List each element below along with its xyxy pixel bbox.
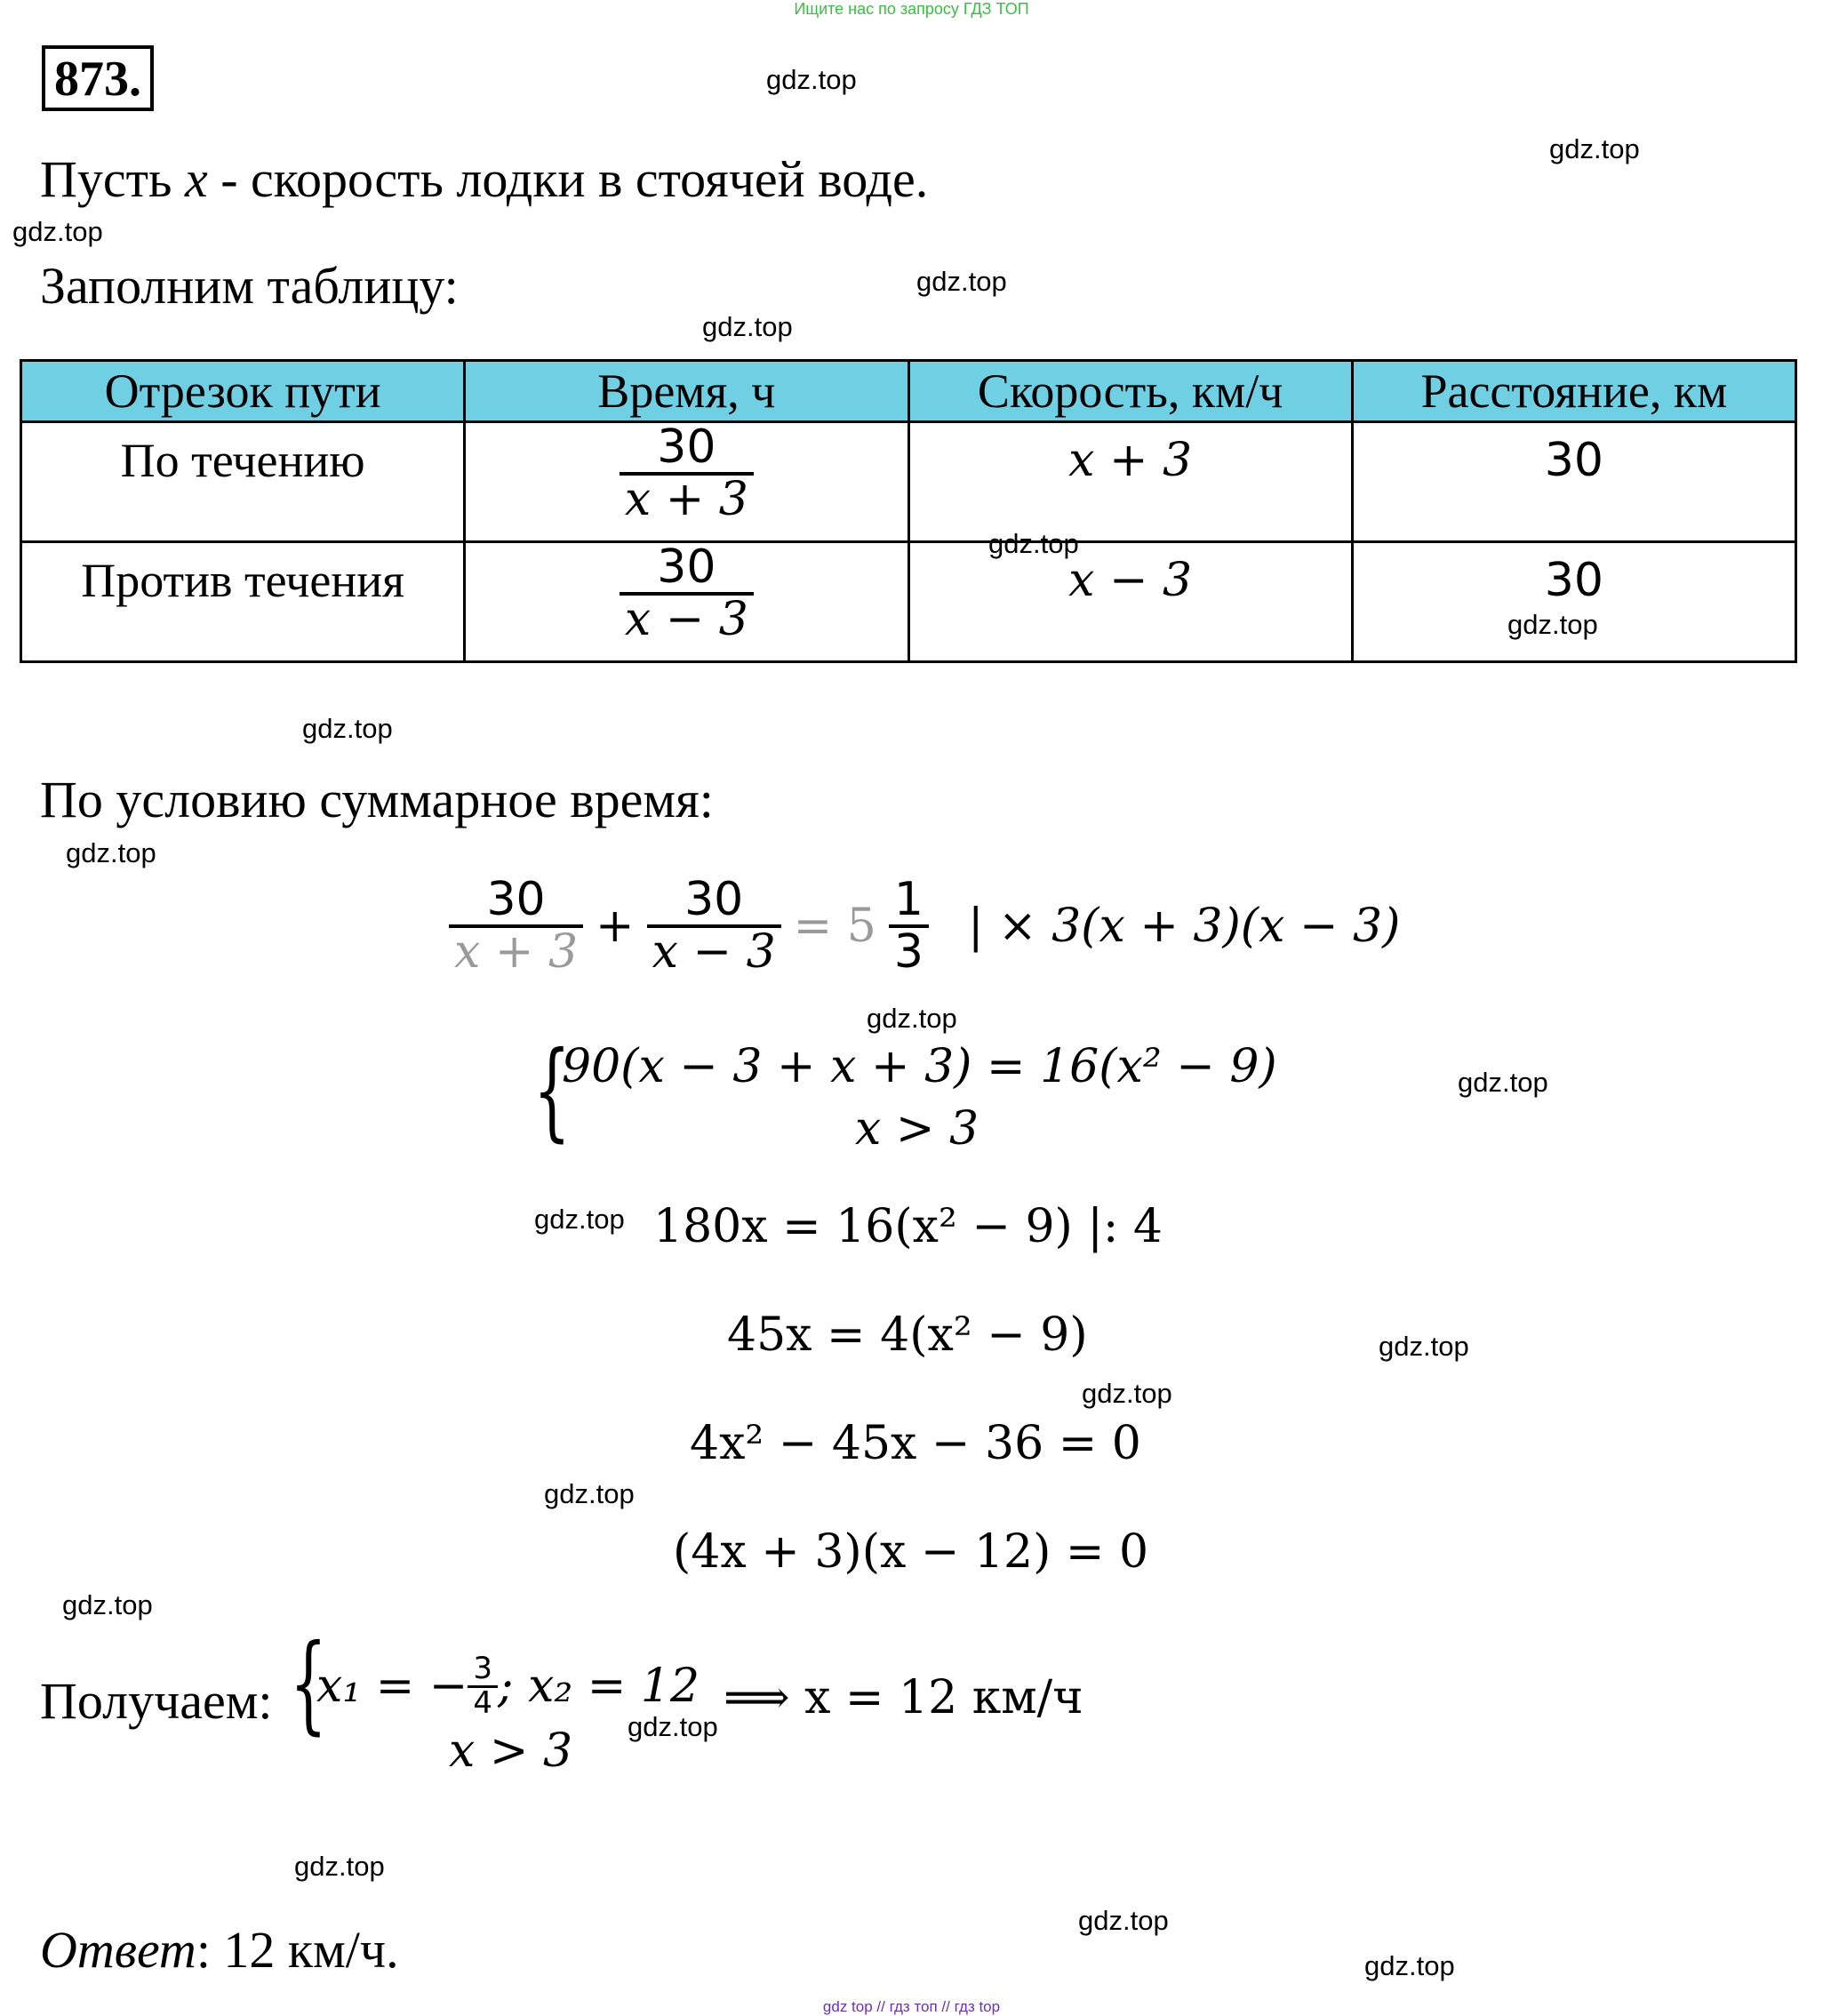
fraction-1: $\frac{30}{x + 3}$ bbox=[449, 876, 583, 976]
result-conclusion: ⟹ x = 12 км/ч bbox=[724, 1671, 1083, 1724]
system-brace: { bbox=[533, 1029, 571, 1153]
watermark: gdz.top bbox=[1549, 133, 1640, 164]
watermark: gdz.top bbox=[62, 1589, 153, 1620]
result-condition: x > 3 bbox=[449, 1724, 573, 1778]
intro-let: Пусть x - скорость лодки в стоячей воде. bbox=[40, 150, 929, 208]
main-equation bbox=[449, 873, 1401, 979]
watermark: gdz.top bbox=[988, 528, 1079, 559]
equals-five: = 5 bbox=[793, 899, 876, 953]
time-fraction: $\frac{30}{x + 3}$ bbox=[620, 423, 754, 524]
top-banner[interactable]: Ищите нас по запросу ГДЗ ТОП bbox=[794, 0, 1029, 18]
footer-links[interactable]: gdz top // гдз топ // гдз top bbox=[822, 1998, 1001, 2015]
problem-number: 873. bbox=[42, 45, 154, 111]
result-roots: x₁ = − $\frac{3}{4}$ ; x₂ = 12 bbox=[316, 1651, 700, 1721]
fraction-2: $\frac{30}{x - 3}$ bbox=[647, 876, 781, 976]
watermark: gdz.top bbox=[867, 1003, 957, 1034]
table-header: Отрезок пути bbox=[21, 361, 465, 422]
watermark: gdz.top bbox=[766, 64, 857, 95]
system-line-1: 90(x − 3 + x + 3) = 16(x² − 9) bbox=[562, 1040, 1277, 1093]
table-header: Время, ч bbox=[465, 361, 908, 422]
result-brace: { bbox=[290, 1622, 327, 1746]
watermark: gdz.top bbox=[628, 1711, 718, 1742]
watermark: gdz.top bbox=[702, 311, 793, 342]
table-cell-time bbox=[465, 542, 908, 662]
table-cell-speed: x − 3 bbox=[908, 542, 1352, 662]
watermark: gdz.top bbox=[1507, 609, 1598, 640]
watermark: gdz.top bbox=[916, 266, 1007, 297]
table-cell-segment: По течению bbox=[21, 422, 465, 542]
watermark: gdz.top bbox=[1078, 1905, 1169, 1936]
system-line-2: x > 3 bbox=[855, 1102, 979, 1156]
table-row bbox=[21, 422, 1796, 542]
step-3: 4x² − 45x − 36 = 0 bbox=[690, 1417, 1141, 1470]
table-header-row bbox=[21, 361, 1796, 422]
step-4: (4x + 3)(x − 12) = 0 bbox=[673, 1525, 1149, 1579]
data-table bbox=[20, 359, 1797, 663]
answer: Ответ: 12 км/ч. bbox=[40, 1921, 399, 1979]
multiplier: | × 3(x + 3)(x − 3) bbox=[967, 899, 1401, 953]
table-cell-segment: Против течения bbox=[21, 542, 465, 662]
table-cell-time bbox=[465, 422, 908, 542]
mixed-fraction: $\frac{1}{3}$ bbox=[889, 876, 929, 976]
watermark: gdz.top bbox=[1082, 1378, 1172, 1409]
result-label: Получаем: bbox=[40, 1672, 273, 1730]
x1-fraction: $\frac{3}{4}$ bbox=[468, 1653, 498, 1719]
watermark: gdz.top bbox=[294, 1851, 385, 1882]
step-2: 45x = 4(x² − 9) bbox=[727, 1308, 1088, 1362]
watermark: gdz.top bbox=[1364, 1950, 1455, 1981]
table-header: Скорость, км/ч bbox=[908, 361, 1352, 422]
time-fraction: $\frac{30}{x - 3}$ bbox=[620, 543, 754, 644]
table-cell-distance: 30 bbox=[1352, 422, 1795, 542]
watermark: gdz.top bbox=[302, 713, 393, 744]
watermark: gdz.top bbox=[534, 1204, 625, 1235]
table-cell-speed: x + 3 bbox=[908, 422, 1352, 542]
table-header: Расстояние, км bbox=[1352, 361, 1795, 422]
table-row bbox=[21, 542, 1796, 662]
plus-sign: + bbox=[596, 899, 635, 953]
watermark: gdz.top bbox=[544, 1478, 635, 1509]
table-cell-distance: 30 bbox=[1352, 542, 1795, 662]
condition-text: По условию суммарное время: bbox=[40, 771, 714, 828]
step-1: 180x = 16(x² − 9) |: 4 bbox=[653, 1200, 1163, 1253]
watermark: gdz.top bbox=[66, 837, 156, 868]
intro-fill-table: Заполним таблицу: bbox=[40, 257, 459, 315]
watermark: gdz.top bbox=[12, 216, 103, 247]
watermark: gdz.top bbox=[1458, 1067, 1548, 1098]
watermark: gdz.top bbox=[1379, 1331, 1469, 1362]
